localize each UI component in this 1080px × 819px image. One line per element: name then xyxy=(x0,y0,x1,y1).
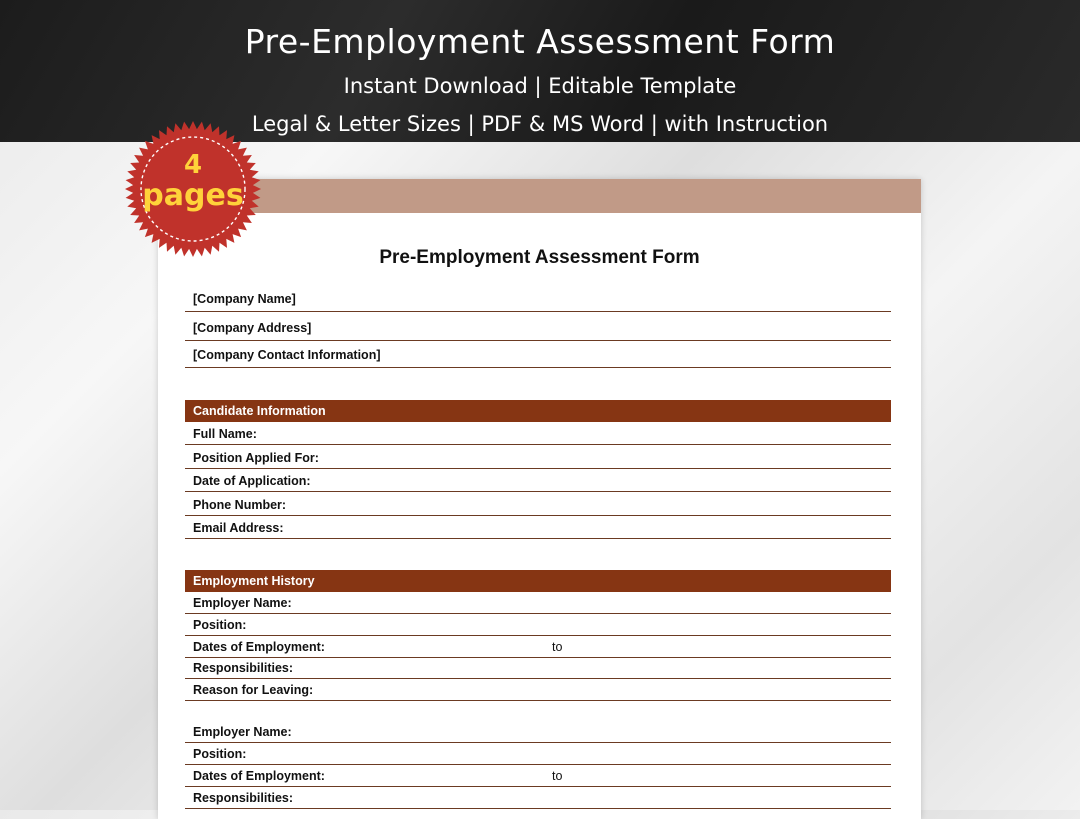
field-responsibilities: Responsibilities: xyxy=(185,657,891,679)
banner-title: Pre-Employment Assessment Form xyxy=(244,22,836,61)
company-contact-field: [Company Contact Information] xyxy=(185,342,891,368)
section-employment-history: Employment History xyxy=(185,570,891,592)
field-dates-label: Dates of Employment: xyxy=(193,640,325,654)
badge-label: pages xyxy=(142,178,244,213)
field-position: Position: xyxy=(185,614,891,636)
dates-to-label-2: to xyxy=(552,769,563,783)
field-position-applied: Position Applied For: xyxy=(185,447,891,469)
field-employer-name-2: Employer Name: xyxy=(185,721,891,743)
field-responsibilities-2: Responsibilities: xyxy=(185,787,891,809)
document-preview xyxy=(158,179,921,819)
company-name-field: [Company Name] xyxy=(185,286,891,312)
field-dates-of-employment xyxy=(185,636,891,658)
field-phone-number: Phone Number: xyxy=(185,494,891,516)
field-full-name: Full Name: xyxy=(185,423,891,445)
field-position-2: Position: xyxy=(185,743,891,765)
company-address-field: [Company Address] xyxy=(185,315,891,341)
field-dates-of-employment-2 xyxy=(185,765,891,787)
field-reason-for-leaving: Reason for Leaving: xyxy=(185,679,891,701)
field-employer-name: Employer Name: xyxy=(185,592,891,614)
document-title: Pre-Employment Assessment Form xyxy=(379,247,700,268)
field-date-of-application: Date of Application: xyxy=(185,470,891,492)
field-dates-label-2: Dates of Employment: xyxy=(193,769,325,783)
document-header-band xyxy=(158,179,921,213)
section-candidate-information: Candidate Information xyxy=(185,400,891,422)
banner-subtitle: Instant Download | Editable Template xyxy=(343,74,737,98)
badge-number: 4 xyxy=(183,150,203,180)
dates-to-label: to xyxy=(552,640,563,654)
field-email-address: Email Address: xyxy=(185,517,891,539)
banner-subtitle-formats: Legal & Letter Sizes | PDF & MS Word | with Instruction xyxy=(251,112,829,136)
